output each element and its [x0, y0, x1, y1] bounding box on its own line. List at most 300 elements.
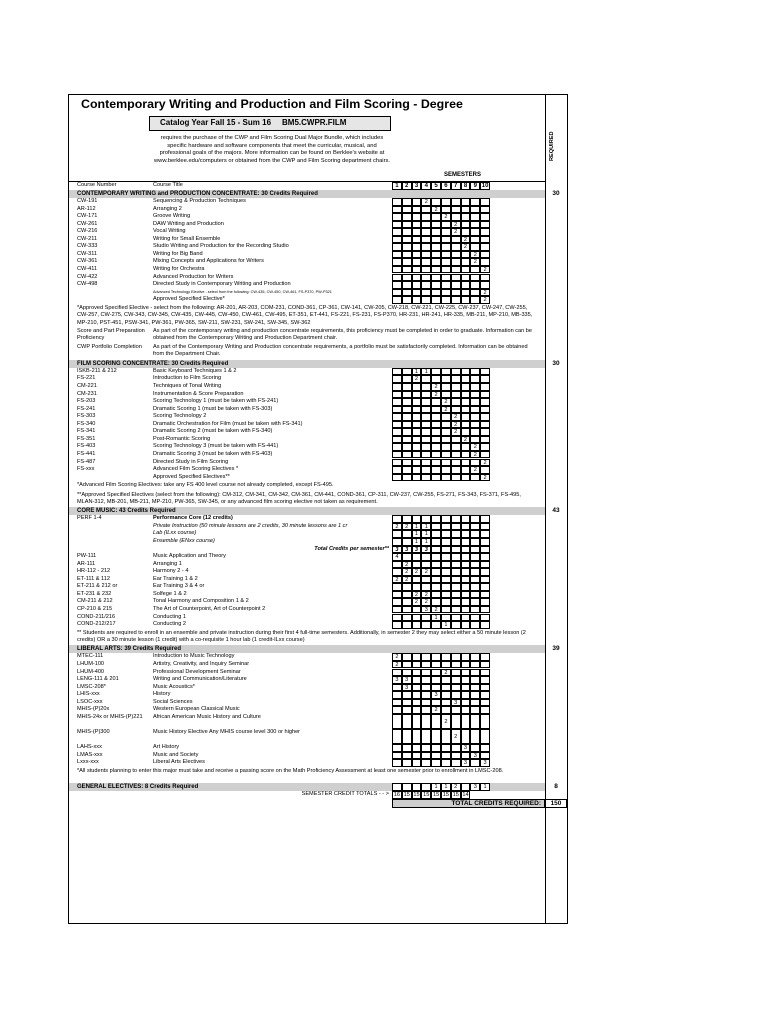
credit-cell	[470, 653, 480, 661]
credit-cell: 1	[412, 530, 422, 538]
credit-cell	[461, 568, 471, 576]
credit-cell	[461, 653, 471, 661]
credit-cell: 2	[421, 591, 431, 599]
credit-cell	[421, 759, 431, 767]
credit-cell	[412, 706, 422, 714]
credit-cell	[441, 368, 451, 376]
credit-cell	[431, 576, 441, 584]
credit-cell	[441, 206, 451, 214]
credit-cell	[451, 523, 461, 531]
credit-cell	[412, 576, 422, 584]
credit-cell	[421, 398, 431, 406]
course-number: LSOC-xxx	[77, 698, 103, 705]
credit-cell	[392, 398, 402, 406]
credit-cell	[441, 375, 451, 383]
credit-cell	[451, 744, 461, 752]
course-number: CM-211 & 212	[77, 598, 113, 605]
credit-cell	[431, 759, 441, 767]
credit-cell	[470, 243, 480, 251]
course-title: African American Music History and Culture	[153, 713, 261, 720]
credit-cell	[470, 436, 480, 444]
credit-cell	[392, 243, 402, 251]
credit-cell: 2	[451, 428, 461, 436]
credit-cell	[441, 598, 451, 606]
col-course-title: Course Title	[153, 182, 183, 188]
credit-cell: 2	[431, 706, 441, 714]
credit-cell	[421, 466, 431, 474]
credit-cell	[451, 530, 461, 538]
credit-cell	[461, 661, 471, 669]
credit-cell	[412, 752, 422, 760]
semester-header-4: 4	[421, 182, 431, 190]
credit-cell	[431, 684, 441, 692]
credit-cell: 2	[402, 561, 412, 569]
credit-cell	[392, 289, 402, 297]
credit-cell	[470, 421, 480, 429]
credit-cell	[412, 243, 422, 251]
credit-cell	[412, 621, 422, 629]
credit-cell	[412, 421, 422, 429]
credit-cell	[431, 413, 441, 421]
credit-cell	[480, 752, 490, 760]
course-title: Solfege 1 & 2	[153, 590, 187, 597]
course-title: Conducting 2	[153, 621, 186, 628]
credit-cell	[392, 274, 402, 282]
credit-cell	[421, 413, 431, 421]
credit-cell	[402, 206, 412, 214]
requirement-text: As part of the contemporary writing and production concentrate requirements, this proficiency must be completed in order to graduate. Information can be obtained from the Contemporary Writing and Production Department chair.	[153, 327, 533, 342]
credit-cell	[421, 406, 431, 414]
credit-cell	[402, 621, 412, 629]
credit-cell	[451, 546, 461, 554]
section-heading: CONTEMPORARY WRITING and PRODUCTION CONCENTRATE: 30 Credits Required	[69, 190, 545, 198]
credit-cell	[412, 669, 422, 677]
credit-cell	[451, 561, 461, 569]
credit-cell	[461, 783, 471, 791]
credit-cell	[480, 375, 490, 383]
credit-cell	[461, 684, 471, 692]
credit-cell	[431, 553, 441, 561]
credit-cell	[392, 198, 402, 206]
credit-cell	[441, 281, 451, 289]
credit-cell	[461, 583, 471, 591]
credit-cell	[451, 258, 461, 266]
credit-cell	[402, 421, 412, 429]
section-note: *Approved Specified Elective - select from the following: AR-201, AR-203, COM-231, COND-361, CP-361, CW-141, CW-205, CW-218, CW-221, CW-225, CW-237, CW-247, CW-255, CW-257, CW-275, CW-343, CW-345, CW-435, CW-445, CW-450, CW-461, CW-495, ET-351, ET-441, FS-221, FS-231, FS-P370, HR-231, HR-241, HR-335, MB-211, MP-210, MB-335, MP-210, PST-451, PSW-341, PW-361, PW-365, SW-211, SW-231, SW-241, SW-345, SW-362	[77, 304, 533, 326]
credit-cell	[402, 198, 412, 206]
credit-cell	[470, 606, 480, 614]
credit-cell	[421, 258, 431, 266]
credit-cell	[470, 523, 480, 531]
credit-cell	[470, 289, 480, 297]
credit-cell	[451, 266, 461, 274]
credit-cell	[421, 576, 431, 584]
credit-cell	[480, 236, 490, 244]
required-credits: 30	[552, 190, 560, 197]
credit-cell: 3	[402, 676, 412, 684]
credit-cell	[431, 213, 441, 221]
credit-cell: 2	[451, 413, 461, 421]
credit-cell	[412, 274, 422, 282]
course-title: Mixing Concepts and Applications for Writers	[153, 258, 264, 265]
course-title: Writing for Small Ensemble	[153, 235, 221, 242]
credit-cell: 2	[470, 258, 480, 266]
credit-cell	[402, 274, 412, 282]
credit-cell	[451, 661, 461, 669]
semesters-label: SEMESTERS	[444, 172, 482, 178]
section-note: **Approved Specified Electives (select from the following): CM-312, CM-341, CM-342, CM-361, CM-441, COND-361, CP-311, CW-237, CW-255, FS-271, FS-343, FS-371, FS-495, MLAN-312, MB-201, MB-211, MP-210, PW-365, SW-345, or any advanced film scoring elective not taken as requirement.	[77, 491, 521, 505]
course-title: Ear Training 3 & 4 or	[153, 583, 205, 590]
credit-cell	[441, 706, 451, 714]
credit-cell: 2	[480, 459, 490, 467]
course-number: CW-171	[77, 213, 98, 220]
credit-cell	[470, 296, 480, 304]
semester-total: 16	[393, 792, 401, 799]
credit-cell	[470, 583, 480, 591]
credit-cell	[412, 391, 422, 399]
credit-cell	[402, 515, 412, 523]
credit-cell	[480, 568, 490, 576]
credit-cell	[480, 614, 490, 622]
credit-cell	[392, 221, 402, 229]
credit-cell	[441, 576, 451, 584]
credit-cell	[412, 236, 422, 244]
credit-cell	[470, 391, 480, 399]
credit-cell	[480, 243, 490, 251]
course-title: Performance Core (12 credits)	[153, 515, 233, 522]
credit-cell	[402, 614, 412, 622]
credit-cell	[431, 451, 441, 459]
credit-cell	[461, 398, 471, 406]
credit-cell: 1	[421, 368, 431, 376]
credit-cell	[470, 706, 480, 714]
credit-cell: 1	[431, 783, 441, 791]
credit-cell	[470, 213, 480, 221]
credit-cell	[451, 281, 461, 289]
credit-cell	[441, 466, 451, 474]
credit-cell	[412, 515, 422, 523]
credit-cell	[441, 221, 451, 229]
credit-cell	[431, 669, 441, 677]
credit-cell	[461, 591, 471, 599]
credit-cell	[470, 428, 480, 436]
credit-cell	[480, 413, 490, 421]
course-title: Groove Writing	[153, 213, 191, 220]
requirement-label: Score and Part Preparation Proficiency	[77, 327, 145, 342]
credit-cell	[431, 661, 441, 669]
credit-cell	[402, 228, 412, 236]
credit-cell	[470, 614, 480, 622]
credit-cell: 2	[461, 436, 471, 444]
credit-cell	[402, 281, 412, 289]
credit-cell	[470, 576, 480, 584]
course-title: Post-Romantic Scoring	[153, 435, 211, 442]
credit-cell	[480, 406, 490, 414]
credit-cell	[402, 451, 412, 459]
credit-cell	[412, 759, 422, 767]
course-number: MHIS-(P)20x	[77, 706, 110, 713]
credit-cell	[451, 653, 461, 661]
credit-cell	[461, 213, 471, 221]
course-title: Professional Development Seminar	[153, 668, 241, 675]
credit-cell	[441, 691, 451, 699]
credit-cell	[392, 213, 402, 221]
credit-cell	[402, 243, 412, 251]
course-title: Vocal Writing	[153, 228, 186, 235]
credit-cell	[461, 598, 471, 606]
credit-cell	[451, 706, 461, 714]
credit-cell	[421, 391, 431, 399]
course-title: Scoring Technology 2	[153, 413, 207, 420]
course-number: LMAS-xxx	[77, 751, 103, 758]
course-title: Dramatic Scoring 2 (must be taken with FS-340)	[153, 428, 273, 435]
credit-cell	[421, 296, 431, 304]
credit-cell	[480, 576, 490, 584]
credit-cell	[461, 474, 471, 482]
course-number: CW-498	[77, 281, 98, 288]
credit-cell	[480, 383, 490, 391]
credit-cell: 2	[431, 206, 441, 214]
credit-cell	[461, 621, 471, 629]
credit-cell	[441, 236, 451, 244]
course-number: COND-212/217	[77, 621, 116, 628]
credit-cell	[431, 729, 441, 744]
credit-cell	[470, 281, 480, 289]
credit-cell	[470, 474, 480, 482]
credit-cell: 1	[441, 783, 451, 791]
credit-cell	[412, 221, 422, 229]
course-title: Scoring Technology 1 (must be taken with FS-241)	[153, 398, 279, 405]
credit-cell	[412, 676, 422, 684]
credit-cell	[412, 428, 422, 436]
course-number: MHIS-(P)300	[77, 728, 110, 735]
credit-cell	[461, 561, 471, 569]
credit-cell	[451, 598, 461, 606]
credit-cell	[480, 428, 490, 436]
credit-cell: 3	[402, 546, 412, 554]
credit-cell	[412, 699, 422, 707]
course-title: Introduction to Music Technology	[153, 653, 235, 660]
required-credits: 43	[552, 507, 560, 515]
credit-cell	[470, 699, 480, 707]
credit-cell: 2	[392, 661, 402, 669]
credit-cell	[412, 198, 422, 206]
credit-cell	[402, 691, 412, 699]
credit-cell	[431, 676, 441, 684]
course-title: Artistry, Creativity, and Inquiry Seminar	[153, 660, 250, 667]
credit-cell: 2	[421, 598, 431, 606]
credit-cell: 1	[421, 530, 431, 538]
credit-cell: 2	[451, 729, 461, 744]
credit-cell	[480, 206, 490, 214]
credit-cell	[392, 281, 402, 289]
credit-cell	[431, 538, 441, 546]
credit-cell	[441, 546, 451, 554]
credit-cell: 3	[451, 699, 461, 707]
credit-cell	[461, 466, 471, 474]
credit-cell	[480, 443, 490, 451]
requirement-label: CWP Portfolio Completion	[77, 343, 142, 350]
credit-cell	[431, 274, 441, 282]
credit-cell: 3	[461, 744, 471, 752]
course-number: MTEC-111	[77, 653, 104, 660]
credit-cell	[431, 515, 441, 523]
credit-cell	[441, 258, 451, 266]
course-number: AR-112	[77, 205, 96, 212]
credit-cell	[392, 614, 402, 622]
credit-cell	[421, 744, 431, 752]
course-title: Dramatic Scoring 1 (must be taken with FS-303)	[153, 405, 273, 412]
credit-cell	[412, 451, 422, 459]
course-title: Music Application and Theory	[153, 553, 226, 560]
credit-cell	[441, 614, 451, 622]
credit-cell	[431, 591, 441, 599]
credit-cell	[392, 474, 402, 482]
semester-total: 15	[452, 792, 459, 799]
course-number: AR-111	[77, 560, 96, 567]
credit-cell	[451, 436, 461, 444]
credit-cell	[441, 459, 451, 467]
credit-cell	[412, 443, 422, 451]
credit-cell: 2	[470, 466, 480, 474]
credit-cell	[441, 266, 451, 274]
credit-cell	[431, 198, 441, 206]
credit-cell	[431, 474, 441, 482]
credit-cell	[421, 206, 431, 214]
credit-cell	[480, 523, 490, 531]
credit-cell	[451, 206, 461, 214]
credit-cell	[461, 553, 471, 561]
credit-cell	[392, 583, 402, 591]
credit-cell	[392, 783, 402, 791]
credit-cell	[480, 398, 490, 406]
course-number: LMSC-208*	[77, 683, 106, 690]
credit-cell	[392, 568, 402, 576]
credit-cell	[480, 221, 490, 229]
credit-cell	[441, 606, 451, 614]
course-title: Ensemble (ENxx course)	[153, 538, 215, 544]
credit-cell	[461, 421, 471, 429]
course-number: FS-487	[77, 458, 96, 465]
credit-cell: 2	[441, 714, 451, 729]
credit-cell	[392, 228, 402, 236]
credit-cell	[402, 375, 412, 383]
credit-cell: 2	[470, 443, 480, 451]
credit-cell	[461, 699, 471, 707]
credit-cell	[412, 289, 422, 297]
course-number: FS-241	[77, 405, 96, 412]
credit-cell	[451, 553, 461, 561]
credit-cell	[412, 783, 422, 791]
credit-cell	[470, 744, 480, 752]
course-number: LAHS-xxx	[77, 744, 102, 750]
credit-cell	[392, 466, 402, 474]
credit-cell: 2	[431, 383, 441, 391]
credit-cell	[392, 691, 402, 699]
credit-cell	[392, 258, 402, 266]
credit-cell	[412, 406, 422, 414]
credit-cell	[441, 436, 451, 444]
credit-cell	[451, 669, 461, 677]
course-title: Total Credits per semester**	[314, 545, 389, 552]
credit-cell	[441, 474, 451, 482]
credit-cell	[451, 515, 461, 523]
credit-cell	[402, 221, 412, 229]
semester-header-10: 10	[481, 183, 489, 189]
credit-cell	[461, 221, 471, 229]
credit-cell	[392, 598, 402, 606]
credit-cell	[421, 583, 431, 591]
credit-cell	[461, 676, 471, 684]
credit-cell	[392, 591, 402, 599]
required-credits: 39	[552, 645, 560, 653]
credit-cell	[470, 598, 480, 606]
credit-cell	[421, 706, 431, 714]
credit-cell: 3	[480, 759, 490, 767]
credit-cell	[451, 676, 461, 684]
credit-cell	[421, 621, 431, 629]
credit-cell	[421, 436, 431, 444]
credit-cell	[412, 436, 422, 444]
credit-cell	[461, 669, 471, 677]
credit-cell	[431, 281, 441, 289]
credit-cell	[461, 443, 471, 451]
credit-cell	[392, 406, 402, 414]
credit-cell	[441, 653, 451, 661]
credit-cell	[392, 266, 402, 274]
degree-sheet	[68, 94, 568, 924]
course-number: ET-111 & 112	[77, 575, 110, 582]
credit-cell	[470, 383, 480, 391]
credit-cell	[431, 406, 441, 414]
credit-cell	[431, 546, 441, 554]
credit-cell	[461, 383, 471, 391]
credit-cell	[402, 530, 412, 538]
credit-cell	[461, 274, 471, 282]
credit-cell	[451, 398, 461, 406]
section-note: *Advanced Film Scoring Electives: take any FS 400 level course not already completed, except FS-495.	[77, 482, 334, 489]
credit-cell	[441, 759, 451, 767]
course-title: Music Acoustics*	[153, 683, 195, 690]
section-heading: FILM SCORING CONCENTRATE: 30 Credits Required	[69, 360, 545, 368]
credit-cell	[402, 474, 412, 482]
course-title: Basic Keyboard Techniques 1 & 2	[153, 367, 237, 374]
credit-cell	[392, 375, 402, 383]
credit-cell	[412, 228, 422, 236]
credit-cell	[392, 606, 402, 614]
credit-cell	[402, 661, 412, 669]
course-title: Directed Study in Contemporary Writing and Production	[153, 281, 291, 288]
course-number: CW-211	[77, 235, 97, 242]
course-title: Sequencing & Production Techniques	[153, 198, 246, 204]
credit-cell	[480, 281, 490, 289]
credit-cell	[461, 706, 471, 714]
credit-cell: 3	[461, 759, 471, 767]
course-number: PERF 1-4	[77, 515, 102, 522]
credit-cell	[480, 466, 490, 474]
credit-cell	[421, 221, 431, 229]
course-title: Advanced Production for Writers	[153, 273, 234, 280]
course-title: Approved Specified Elective*	[153, 296, 225, 303]
credit-cell	[470, 621, 480, 629]
credit-cell	[421, 676, 431, 684]
course-number: FS-303	[77, 413, 96, 420]
credit-cell	[402, 289, 412, 297]
credit-cell	[441, 391, 451, 399]
credit-cell	[412, 398, 422, 406]
course-number: ET-211 & 212 or	[77, 583, 118, 590]
required-credits: 8	[554, 783, 558, 791]
